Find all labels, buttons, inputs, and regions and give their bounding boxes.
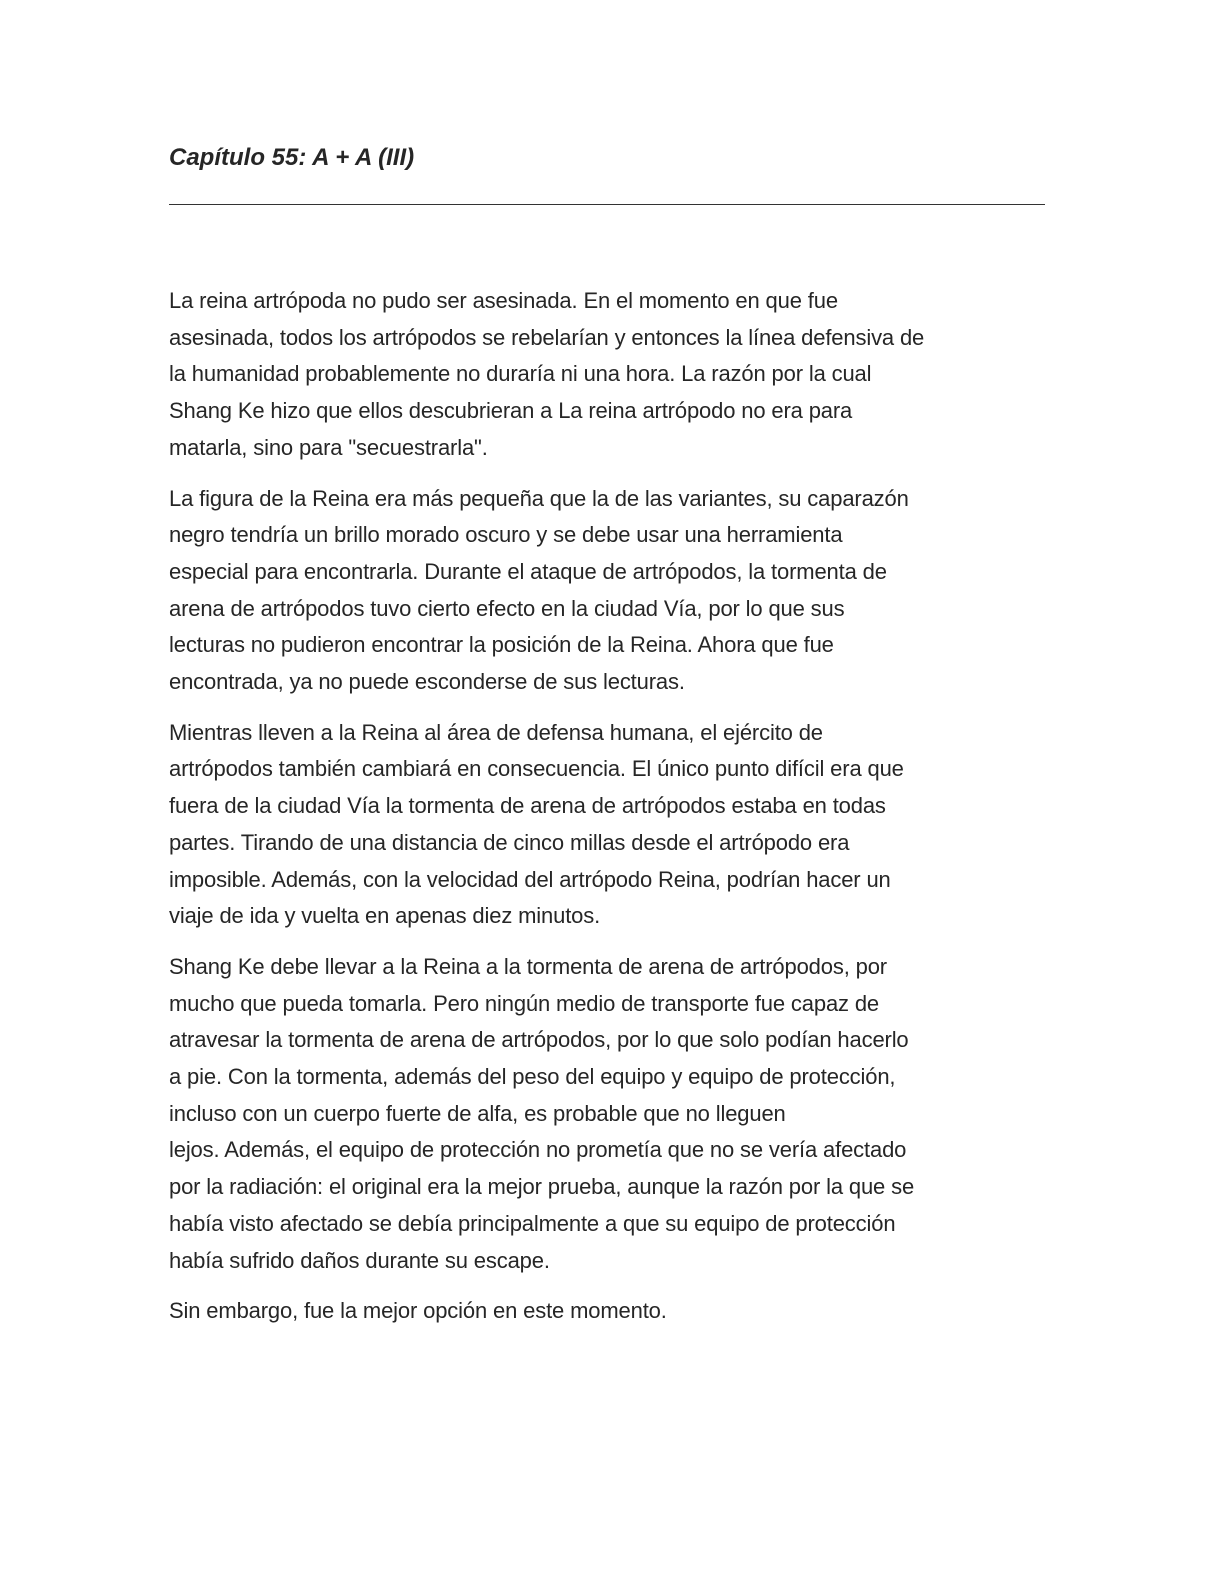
paragraph-4: Shang Ke debe llevar a la Reina a la tormenta de arena de artrópodos, por mucho que pueda tomarla. Pero ningún medio de transporte fue capaz de atravesar la tormenta de arena de artrópodos, por lo que solo podían hacerlo a pie. Con la tormenta, además del peso del equipo y equipo de protección, incluso con un cuerpo fuerte de alfa, es probable que no lleguen lejos. Además, el equipo de protección no prometía que no se vería afectado por la radiación: el original era la mejor prueba, aunque la razón por la que se había visto afectado se debía principalmente a que su equipo de protección había sufrido daños durante su escape. — [169, 953, 915, 1273]
paragraph-3: Mientras lleven a la Reina al área de defensa humana, el ejército de artrópodos también cambiará en consecuencia. El único punto difícil era que fuera de la ciudad Vía la tormenta de arena de artrópodos estaba en todas partes. Tirando de una distancia de cinco millas desde el artrópodo era imposible. Además, con la velocidad del artrópodo Reina, podrían hacer un viaje de ida y vuelta en apenas diez minutos. — [169, 719, 904, 929]
title-divider — [169, 204, 1045, 205]
paragraph-1: La reina artrópoda no pudo ser asesinada. En el momento en que fue asesinada, todos los artrópodos se rebelarían y entonces la línea defensiva de la humanidad probablemente no duraría ni una hora. La razón por la cual Shang Ke hizo que ellos descubrieran a La reina artrópodo no era para matarla, sino para "secuestrarla". — [169, 288, 925, 460]
paragraph-5: Sin embargo, fue la mejor opción en este momento. — [169, 1298, 667, 1324]
chapter-body — [169, 283, 1054, 1330]
paragraph-2: La figura de la Reina era más pequeña que la de las variantes, su caparazón negro tendría un brillo morado oscuro y se debe usar una herramienta especial para encontrarla. Durante el ataque de artrópodos, la tormenta de arena de artrópodos tuvo cierto efecto en la ciudad Vía, por lo que sus lecturas no pudieron encontrar la posición de la Reina. Ahora que fue encontrada, ya no puede esconderse de sus lecturas. — [169, 485, 909, 695]
page-content — [169, 140, 1054, 1344]
chapter-title: Capítulo 55: A + A (III) — [169, 144, 415, 171]
